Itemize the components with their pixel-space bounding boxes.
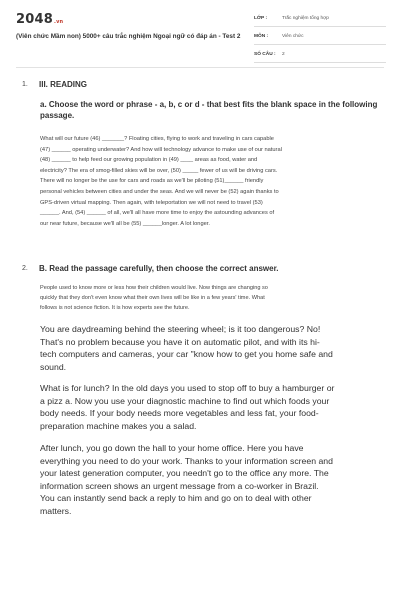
- paragraph-line: everything you need to do your work. Thanks to your information screen and: [40, 455, 333, 466]
- meta-row-class: [254, 14, 386, 27]
- meta-row-subject: [254, 32, 386, 45]
- paragraph-line: information screen shows an urgent message from a co-worker in Brazil.: [40, 480, 319, 491]
- meta-key: LỚP :: [254, 16, 268, 21]
- section-title: B. Read the passage carefully, then choose the correct answer.: [39, 264, 279, 273]
- meta-row-count: [254, 50, 386, 63]
- logo-domain: .vn: [53, 19, 64, 25]
- meta-key: MÔN :: [254, 34, 269, 39]
- meta-table: [254, 14, 386, 68]
- paragraph-line: You can instantly send back a reply to him and go on to deal with other: [40, 493, 312, 503]
- site-logo[interactable]: [16, 12, 63, 27]
- reading-passage: [40, 134, 380, 229]
- page-header: [0, 0, 400, 62]
- meta-value: 2: [282, 52, 285, 57]
- meta-value: Trắc nghiệm tổng hợp: [282, 16, 329, 21]
- passage-line: ______. And, (54) ______ of all, we'll all have more time to enjoy the astounding advances of: [40, 210, 275, 217]
- section-title: III. READING: [39, 80, 88, 89]
- passage-line: electricity? The era of smog-filled skies will be over, (50) _____ fewer of us will be driving cars.: [40, 167, 278, 174]
- paragraph-line: tech computers and cameras, your car "know how to get you home safe and: [40, 349, 333, 359]
- intro-line: follows is not science fiction. It is how experts see the future.: [40, 305, 190, 312]
- header-divider: [16, 67, 384, 68]
- paragraph-line: body needs. If your body needs more vegetables and less fat, your food-: [40, 408, 319, 418]
- intro-line: People used to know more or less how their children would live. Now things are changing so: [40, 285, 268, 291]
- passage-paragraph: [40, 382, 380, 432]
- intro-line: quickly that they don't even know what their own lives will be like in a few years' time. What: [40, 295, 265, 302]
- passage-line: GPS-driven virtual mapping. Then again, with teleportation we will not need to travel (53): [40, 199, 263, 206]
- passage-line: There will no longer be the use for cars and roads as we'll be piloting (51)______ friendly: [40, 178, 264, 185]
- paragraph-line: That's no problem because you have it on automatic pilot, and with its hi-: [40, 336, 320, 347]
- document-title: (Viên chức Mầm non) 5000+ câu trắc nghiệm Ngoại ngữ có đáp án - Test 2: [16, 33, 241, 40]
- logo-main: 2048: [16, 12, 53, 27]
- paragraph-line: preparation machine makes you a salad.: [40, 420, 197, 431]
- question-instruction: a. Choose the word or phrase - a, b, c or d - that best fits the blank space in the following passage.: [40, 100, 378, 120]
- passage-paragraph: [40, 323, 380, 373]
- meta-value: Viên chức: [282, 34, 304, 39]
- passage-line: What will our future (46) _______? Floating cities, flying to work and traveling in cars capable: [40, 136, 274, 142]
- paragraph-line: After lunch, you go down the hall to your home office. Here you have: [40, 443, 304, 453]
- paragraph-line: a pizz a. Now you use your diagnostic machine to find out which foods your: [40, 395, 330, 406]
- paragraph-line: sound.: [40, 361, 67, 372]
- meta-key: SỐ CÂU :: [254, 52, 276, 57]
- passage-paragraph: [40, 442, 380, 517]
- passage-line: (47) ______ operating underwater? And how will technology advance to make use of our natural: [40, 146, 282, 153]
- passage-line: our near future, because we'll all be (55) ______longer. A lot longer.: [40, 220, 210, 227]
- question-number: 1.: [22, 81, 28, 88]
- passage-line: (48) ______ to help feed our growing population in (49) ____ areas as food, water and: [40, 157, 258, 164]
- passage-line: personal vehicles between cities and under the seas. And we will never be (52) again thanks to: [40, 188, 279, 195]
- paragraph-line: matters.: [40, 505, 72, 516]
- passage-intro: [40, 283, 380, 314]
- paragraph-line: What is for lunch? In the old days you used to stop off to buy a hamburger or: [40, 383, 335, 393]
- paragraph-line: You are daydreaming behind the steering wheel; is it too dangerous? No!: [40, 324, 321, 334]
- question-number: 2.: [22, 265, 28, 272]
- paragraph-line: your latest generation computer, you needn't go to the office any more. The: [40, 468, 329, 478]
